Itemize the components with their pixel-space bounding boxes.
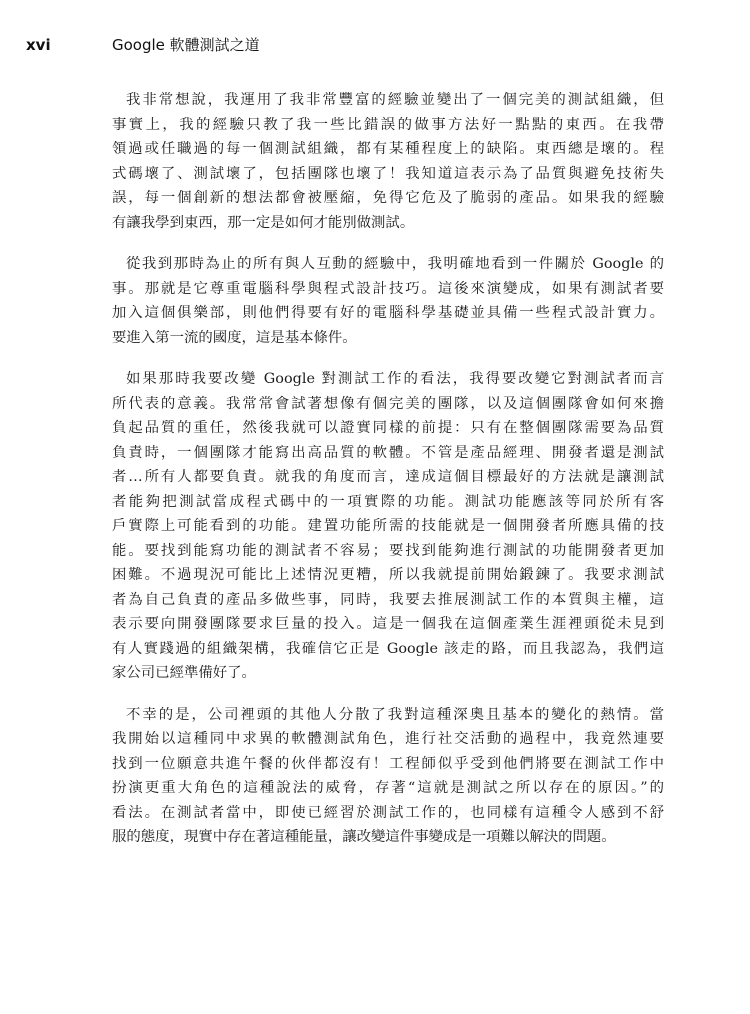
text-line: 戶實際上可能看到的功能。建置功能所需的技能就是一個開發者所應具備的技 <box>112 518 664 534</box>
paragraph <box>112 88 664 235</box>
text-line: 能。要找到能寫功能的測試者不容易；要找到能夠進行測試的功能開發者更加 <box>112 542 664 559</box>
text-line: 有讓我學到東西，那一定是如何才能別做測試。 <box>112 214 415 231</box>
text-line: 我非常想說，我運用了我非常豐富的經驗並變出了一個完美的測試組織，但 <box>126 92 664 108</box>
paragraph <box>112 367 664 686</box>
book-title: Google 軟體測試之道 <box>112 36 260 54</box>
text-line: 如果那時我要改變 Google 對測試工作的看法，我得要改變它對測試者而言 <box>126 371 664 387</box>
text-line: 者能夠把測試當成程式碼中的一項實際的功能。測試功能應該等同於所有客 <box>112 493 664 510</box>
text-line: 家公司已經準備好了。 <box>112 665 256 681</box>
text-line: 服的態度，現實中存在著這種能量，讓改變這件事變成是一項難以解決的問題。 <box>112 829 616 845</box>
text-line: 誤，每一個創新的想法都會被壓縮，免得它危及了脆弱的產品。如果我的經驗 <box>112 190 664 206</box>
page-number: xvi <box>26 36 51 54</box>
text-line: 加入這個俱樂部，則他們得要有好的電腦科學基礎並具備一些程式設計實力。 <box>112 305 664 321</box>
text-line: 式碼壞了、測試壞了，包括團隊也壞了！我知道這表示為了品質與避免技術失 <box>112 165 664 182</box>
text-line: 有人實踐過的組織架構，我確信它正是 Google 該走的路，而且我認為，我們這 <box>112 640 664 657</box>
text-line: 扮演更重大角色的這種說法的威脅，存著“這就是測試之所以存在的原因。”的 <box>112 780 664 796</box>
text-line: 我開始以這種同中求異的軟體測試角色，進行社交活動的過程中，我竟然連要 <box>112 731 664 747</box>
paragraph <box>112 703 664 850</box>
text-line: 要進入第一流的國度，這是基本條件。 <box>112 329 357 346</box>
text-line: 者…所有人都要負責。就我的角度而言，達成這個目標最好的方法就是讓測試 <box>112 469 664 485</box>
text-line: 看法。在測試者當中，即使已經習於測試工作的，也同樣有這種令人感到不舒 <box>112 804 664 821</box>
text-line: 領過或任職過的每一個測試組織，都有某種程度上的缺陷。東西總是壞的。程 <box>112 141 664 157</box>
text-line: 者為自己負責的產品多做些事，同時，我要去推展測試工作的本質與主權，這 <box>112 591 664 608</box>
text-line: 負責時，一個團隊才能寫出高品質的軟體。不管是產品經理、開發者還是測試 <box>112 444 664 461</box>
text-line: 事實上，我的經驗只教了我一些比錯誤的做事方法好一點點的東西。在我帶 <box>112 116 664 133</box>
body-text <box>112 88 664 867</box>
text-line: 事。那就是它尊重電腦科學與程式設計技巧。這後來演變成，如果有測試者要 <box>112 280 664 297</box>
text-line: 不幸的是，公司裡頭的其他人分散了我對這種深奧且基本的變化的熱情。當 <box>126 706 664 723</box>
text-line: 找到一位願意共進午餐的伙伴都沒有！工程師似乎受到他們將要在測試工作中 <box>112 755 664 772</box>
text-line: 負起品質的重任，然後我就可以證實同樣的前提：只有在整個團隊需要為品質 <box>112 420 664 436</box>
text-line: 困難。不過現況可能比上述情況更糟，所以我就提前開始鍛鍊了。我要求測試 <box>112 567 664 583</box>
text-line: 從我到那時為止的所有與人互動的經驗中，我明確地看到一件關於 Google 的 <box>126 256 664 272</box>
text-line: 所代表的意義。我常常會試著想像有個完美的團隊，以及這個團隊會如何來擔 <box>112 395 664 412</box>
running-header <box>26 34 260 55</box>
paragraph <box>112 252 664 350</box>
text-line: 表示要向開發團隊要求巨量的投入。這是一個我在這個產業生涯裡頭從未見到 <box>112 616 664 632</box>
